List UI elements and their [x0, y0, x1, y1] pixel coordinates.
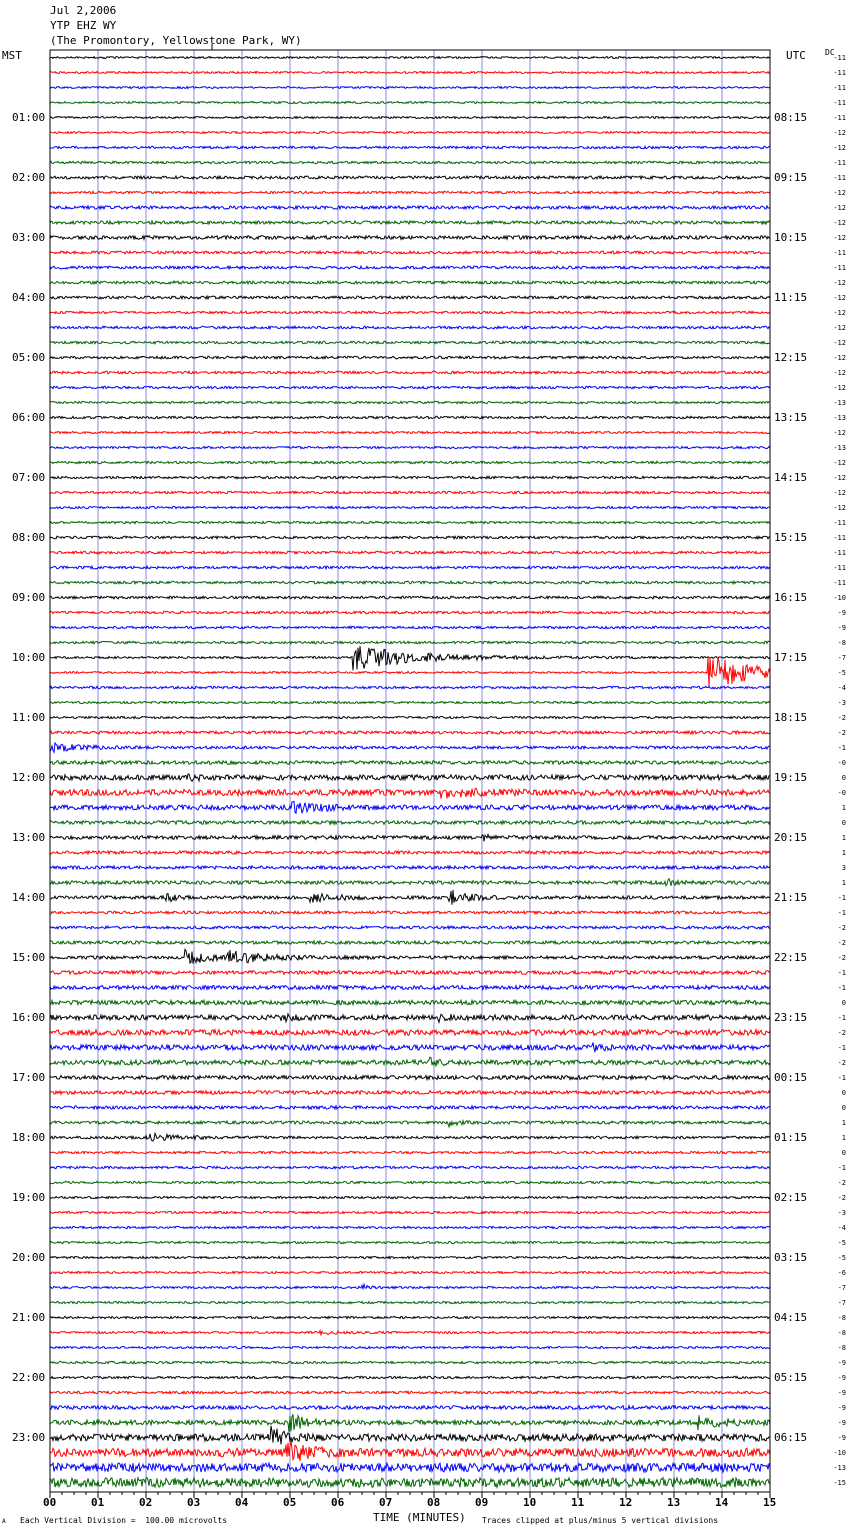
trace-row — [50, 801, 770, 813]
trace-row — [50, 356, 770, 359]
dc-offset-label: -9 — [837, 1388, 846, 1397]
left-hour-label: 04:00 — [12, 290, 46, 304]
trace-row — [50, 1256, 770, 1258]
dc-offset-label: -11 — [833, 173, 846, 182]
trace-row — [50, 1316, 770, 1318]
trace-row — [50, 117, 770, 119]
dc-offset-label: 1 — [841, 1118, 846, 1127]
trace-row — [50, 446, 770, 448]
left-hour-label: 10:00 — [12, 650, 46, 664]
dc-offset-label: -1 — [837, 1043, 846, 1052]
trace-row — [50, 611, 770, 614]
right-hour-label: 18:15 — [774, 710, 808, 724]
dc-offset-label: -11 — [833, 83, 846, 92]
trace-row — [50, 311, 770, 313]
trace-row — [50, 341, 770, 344]
trace-row — [50, 686, 770, 688]
x-tick-label: 07 — [379, 1496, 393, 1509]
trace-row — [50, 1000, 770, 1004]
dc-offset-label: 0 — [841, 1103, 846, 1112]
dc-offset-label: -6 — [837, 1268, 846, 1277]
left-hour-label: 19:00 — [12, 1190, 46, 1204]
right-hour-label: 13:15 — [774, 410, 808, 424]
dc-offset-label: -8 — [837, 1313, 846, 1322]
dc-offset-label: -11 — [833, 563, 846, 572]
trace-row — [50, 1391, 770, 1394]
trace-row — [50, 1463, 770, 1472]
trace-row — [50, 701, 770, 703]
dc-offset-label: -5 — [837, 1238, 846, 1247]
dc-offset-label: -5 — [837, 1253, 846, 1262]
dc-offset-label: -12 — [833, 428, 846, 437]
dc-offset-label: -9 — [837, 608, 846, 617]
right-hour-label: 05:15 — [774, 1370, 808, 1384]
trace-row — [50, 1106, 770, 1109]
dc-offset-label: -11 — [833, 158, 846, 167]
dc-offset-label: -9 — [837, 1433, 846, 1442]
dc-offset-label: -11 — [833, 98, 846, 107]
trace-row — [50, 1426, 770, 1444]
trace-row — [50, 1057, 770, 1066]
dc-offset-label: -10 — [833, 1448, 846, 1457]
dc-offset-label: -7 — [837, 653, 846, 662]
dc-offset-label: -12 — [833, 218, 846, 227]
trace-row — [50, 206, 770, 209]
dc-offset-label: -1 — [837, 908, 846, 917]
x-tick-label: 10 — [523, 1496, 537, 1509]
trace-row — [50, 132, 770, 134]
trace-row — [50, 296, 770, 299]
dc-offset-label: -12 — [833, 233, 846, 242]
trace-row — [50, 1284, 770, 1288]
trace-row — [50, 1076, 770, 1080]
dc-offset-label: -12 — [833, 368, 846, 377]
x-tick-label: 04 — [235, 1496, 249, 1509]
right-hour-label: 06:15 — [774, 1430, 808, 1444]
trace-row — [50, 72, 770, 74]
dc-offset-label: -0 — [837, 788, 846, 797]
right-hour-label: 04:15 — [774, 1310, 808, 1324]
trace-row — [50, 371, 770, 374]
trace-row — [50, 879, 770, 886]
time-grid — [98, 50, 722, 1492]
trace-row — [50, 941, 770, 944]
dc-offset-label: -13 — [833, 398, 846, 407]
x-tick-label: 09 — [475, 1496, 489, 1509]
dc-offset-label: -13 — [833, 1463, 846, 1472]
dc-offset-label: -1 — [837, 968, 846, 977]
right-hour-label: 08:15 — [774, 110, 808, 124]
trace-row — [50, 326, 770, 329]
dc-offset-label: -12 — [833, 188, 846, 197]
trace-row — [50, 1346, 770, 1348]
dc-offset-label: -2 — [837, 1028, 846, 1037]
trace-row — [50, 949, 770, 963]
dc-offset-label: -12 — [833, 308, 846, 317]
plot-frame — [50, 44, 770, 1492]
dc-offset-label: 0 — [841, 1088, 846, 1097]
trace-row — [50, 1043, 770, 1053]
x-axis-ticks — [50, 1492, 770, 1498]
dc-offset-label: -12 — [833, 278, 846, 287]
footer-clip-note: Traces clipped at plus/minus 5 vertical divisions — [482, 1516, 719, 1525]
trace-row — [50, 743, 770, 752]
x-tick-label: 15 — [763, 1496, 777, 1509]
trace-row — [50, 146, 770, 148]
trace-row — [50, 1151, 770, 1153]
trace-row — [50, 821, 770, 825]
trace-row — [50, 176, 770, 179]
dc-offset-label: -9 — [837, 1418, 846, 1427]
x-tick-label: 06 — [331, 1496, 345, 1509]
trace-row — [50, 191, 770, 193]
trace-row — [50, 521, 770, 523]
dc-offset-label: 0 — [841, 1148, 846, 1157]
dc-offset-label: -9 — [837, 1358, 846, 1367]
trace-row — [50, 1478, 770, 1488]
dc-offset-label: -1 — [837, 893, 846, 902]
left-hour-label: 14:00 — [12, 890, 46, 904]
right-hour-label: 20:15 — [774, 830, 808, 844]
dc-offset-label: -13 — [833, 413, 846, 422]
dc-offset-label: -12 — [833, 488, 846, 497]
dc-offset-label: -1 — [837, 1013, 846, 1022]
x-tick-label: 08 — [427, 1496, 441, 1509]
trace-row — [50, 761, 770, 765]
dc-offset-label: -2 — [837, 1058, 846, 1067]
dc-offset-label: -1 — [837, 1073, 846, 1082]
trace-row — [50, 491, 770, 493]
right-timezone-label: UTC — [786, 49, 806, 62]
dc-offset-header: DC — [825, 48, 835, 57]
dc-offset-label: -12 — [833, 353, 846, 362]
x-axis-label: TIME (MINUTES) — [373, 1511, 466, 1524]
trace-row — [50, 87, 770, 89]
right-hour-label: 03:15 — [774, 1250, 808, 1264]
trace-row — [50, 506, 770, 508]
dc-offset-label: -8 — [837, 1343, 846, 1352]
trace-row — [50, 1241, 770, 1243]
trace-row — [50, 566, 770, 569]
left-hour-label: 15:00 — [12, 950, 46, 964]
trace-row — [50, 1301, 770, 1303]
dc-offset-label: -9 — [837, 623, 846, 632]
trace-row — [50, 581, 770, 584]
dc-offset-label: -12 — [833, 473, 846, 482]
left-hour-label: 07:00 — [12, 470, 46, 484]
trace-row — [50, 1030, 770, 1036]
seismic-traces — [50, 57, 770, 1488]
dc-offset-label: -11 — [833, 548, 846, 557]
dc-offset-label: -13 — [833, 443, 846, 452]
trace-row — [50, 866, 770, 869]
header-station: YTP EHZ WY — [50, 19, 117, 32]
trace-row — [50, 251, 770, 254]
left-hour-label: 13:00 — [12, 830, 46, 844]
left-hour-label: 12:00 — [12, 770, 46, 784]
dc-offset-label: -3 — [837, 698, 846, 707]
trace-row — [50, 890, 770, 905]
x-tick-label: 00 — [43, 1496, 57, 1509]
trace-row — [50, 731, 770, 734]
dc-offset-label: 1 — [841, 803, 846, 812]
header-date: Jul 2,2006 — [50, 4, 117, 17]
dc-offset-label: -2 — [837, 938, 846, 947]
dc-offset-label: -2 — [837, 1178, 846, 1187]
right-hour-label: 15:15 — [774, 530, 808, 544]
x-tick-label: 11 — [571, 1496, 585, 1509]
trace-row — [50, 266, 770, 269]
trace-row — [50, 1414, 770, 1432]
dc-offset-label: -2 — [837, 953, 846, 962]
dc-offset-label: 0 — [841, 818, 846, 827]
trace-row — [50, 281, 770, 284]
trace-row — [50, 431, 770, 433]
right-hour-label: 14:15 — [774, 470, 808, 484]
left-hour-label: 22:00 — [12, 1370, 46, 1384]
left-hour-label: 02:00 — [12, 170, 46, 184]
dc-offset-label: -12 — [833, 383, 846, 392]
trace-row — [50, 911, 770, 914]
dc-offset-label: -12 — [833, 203, 846, 212]
right-hour-label: 17:15 — [774, 650, 808, 664]
trace-row — [50, 596, 770, 599]
trace-row — [50, 1211, 770, 1213]
dc-offset-label: -11 — [833, 263, 846, 272]
left-hour-label: 21:00 — [12, 1310, 46, 1324]
dc-offset-label: -10 — [833, 593, 846, 602]
dc-offset-label: -12 — [833, 458, 846, 467]
left-hour-label: 20:00 — [12, 1250, 46, 1264]
dc-offset-label: -15 — [833, 1478, 846, 1487]
dc-offset-label: -12 — [833, 128, 846, 137]
right-hour-label: 23:15 — [774, 1010, 808, 1024]
right-hour-label: 16:15 — [774, 590, 808, 604]
trace-row — [50, 971, 770, 975]
dc-offset-label: 0 — [841, 773, 846, 782]
trace-row — [50, 461, 770, 463]
dc-offset-label: -2 — [837, 713, 846, 722]
trace-row — [50, 1133, 770, 1141]
trace-row — [50, 1226, 770, 1228]
right-hour-label: 19:15 — [774, 770, 808, 784]
left-hour-label: 05:00 — [12, 350, 46, 364]
dc-offset-label: -3 — [837, 1208, 846, 1217]
dc-offset-label: -2 — [837, 728, 846, 737]
x-tick-label: 13 — [667, 1496, 681, 1509]
dc-offset-label: 0 — [841, 998, 846, 1007]
right-hour-label: 00:15 — [774, 1070, 808, 1084]
dc-offset-label: -7 — [837, 1283, 846, 1292]
trace-row — [50, 716, 770, 718]
trace-row — [50, 1181, 770, 1183]
left-hour-label: 03:00 — [12, 230, 46, 244]
dc-offset-label: -11 — [833, 68, 846, 77]
trace-row — [50, 386, 770, 388]
left-hour-label: 16:00 — [12, 1010, 46, 1024]
dc-offset-label: 3 — [841, 863, 846, 872]
dc-offset-label: 1 — [841, 878, 846, 887]
left-hour-label: 23:00 — [12, 1430, 46, 1444]
left-hour-label: 18:00 — [12, 1130, 46, 1144]
dc-offset-label: -9 — [837, 1373, 846, 1382]
trace-row — [50, 646, 770, 670]
trace-row — [50, 1361, 770, 1363]
right-hour-label: 09:15 — [774, 170, 808, 184]
dc-offset-label: -4 — [837, 1223, 846, 1232]
left-hour-label: 08:00 — [12, 530, 46, 544]
trace-row — [50, 626, 770, 628]
trace-row — [50, 57, 770, 59]
trace-row — [50, 221, 770, 224]
trace-row — [50, 1271, 770, 1273]
x-tick-label: 14 — [715, 1496, 729, 1509]
dc-offset-label: -4 — [837, 683, 846, 692]
trace-row — [50, 236, 770, 240]
dc-offset-label: -11 — [833, 248, 846, 257]
trace-row — [50, 834, 770, 841]
trace-row — [50, 1166, 770, 1168]
left-hour-label: 17:00 — [12, 1070, 46, 1084]
trace-row — [50, 851, 770, 854]
x-tick-label: 05 — [283, 1496, 297, 1509]
left-hour-label: 06:00 — [12, 410, 46, 424]
trace-row — [50, 401, 770, 403]
trace-row — [50, 1091, 770, 1095]
right-hour-label: 11:15 — [774, 290, 808, 304]
trace-row — [50, 1196, 770, 1198]
trace-row — [50, 416, 770, 418]
dc-offset-label: -1 — [837, 1163, 846, 1172]
dc-offset-label: -12 — [833, 143, 846, 152]
left-hour-label: 09:00 — [12, 590, 46, 604]
dc-offset-label: -1 — [837, 983, 846, 992]
right-hour-label: 02:15 — [774, 1190, 808, 1204]
dc-offset-label: 1 — [841, 848, 846, 857]
dc-offset-label: -9 — [837, 1403, 846, 1412]
left-hour-label: 01:00 — [12, 110, 46, 124]
trace-row — [50, 1406, 770, 1410]
dc-offset-label: -11 — [833, 578, 846, 587]
x-tick-label: 12 — [619, 1496, 633, 1509]
x-tick-label: 03 — [187, 1496, 201, 1509]
dc-offset-label: -2 — [837, 923, 846, 932]
trace-row — [50, 986, 770, 990]
trace-row — [50, 1014, 770, 1022]
trace-row — [50, 476, 770, 478]
right-hour-label: 12:15 — [774, 350, 808, 364]
trace-row — [50, 1442, 770, 1461]
dc-offset-label: -12 — [833, 503, 846, 512]
trace-row — [50, 1331, 770, 1335]
trace-row — [50, 102, 770, 104]
dc-offset-label: -12 — [833, 338, 846, 347]
trace-row — [50, 1376, 770, 1378]
dc-offset-label: -12 — [833, 293, 846, 302]
trace-row — [50, 641, 770, 643]
right-hour-label: 01:15 — [774, 1130, 808, 1144]
footer-scale-note: Each Vertical Division = 100.00 microvolts — [20, 1516, 228, 1525]
dc-offset-label: -2 — [837, 1193, 846, 1202]
dc-offset-label: -1 — [837, 743, 846, 752]
left-hour-label: 11:00 — [12, 710, 46, 724]
dc-offset-label: 1 — [841, 833, 846, 842]
x-tick-label: 01 — [91, 1496, 105, 1509]
right-hour-label: 10:15 — [774, 230, 808, 244]
dc-offset-label: -5 — [837, 668, 846, 677]
trace-row — [50, 788, 770, 798]
right-hour-label: 21:15 — [774, 890, 808, 904]
header-location: (The Promontory, Yellowstone Park, WY) — [50, 34, 302, 47]
trace-row — [50, 161, 770, 163]
left-timezone-label: MST — [2, 49, 22, 62]
trace-row — [50, 926, 770, 929]
trace-row — [50, 658, 770, 688]
dc-offset-label: -7 — [837, 1298, 846, 1307]
dc-offset-label: -11 — [833, 53, 846, 62]
trace-row — [50, 1121, 770, 1127]
trace-row — [50, 774, 770, 781]
trace-row — [50, 536, 770, 539]
dc-offset-label: -8 — [837, 638, 846, 647]
right-hour-label: 22:15 — [774, 950, 808, 964]
dc-offset-label: -11 — [833, 518, 846, 527]
dc-offset-label: -11 — [833, 533, 846, 542]
dc-offset-label: -11 — [833, 113, 846, 122]
dc-offset-label: -0 — [837, 758, 846, 767]
trace-row — [50, 551, 770, 554]
dc-offset-label: -12 — [833, 323, 846, 332]
dc-offset-label: -8 — [837, 1328, 846, 1337]
x-tick-label: 02 — [139, 1496, 153, 1509]
corner-mark: A — [2, 1518, 6, 1525]
dc-offset-label: 1 — [841, 1133, 846, 1142]
